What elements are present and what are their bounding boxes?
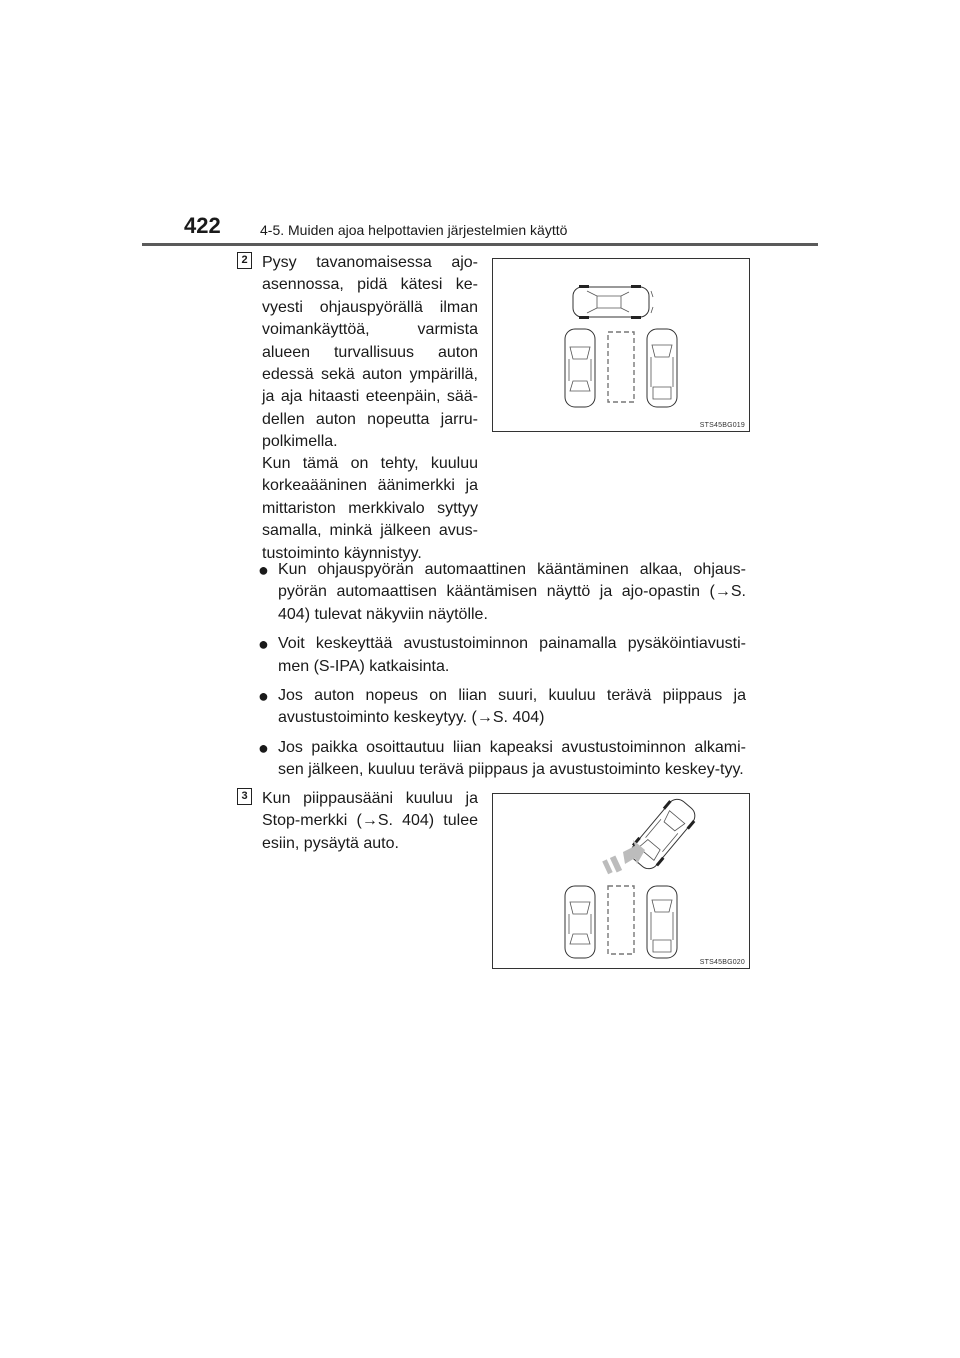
parking-figure-2	[492, 793, 750, 969]
car-top-view-icon	[565, 329, 595, 407]
list-item: ● Kun ohjauspyörän automaattinen kääntäminen alkaa, ohjaus-pyörän automaattisen kääntämisen näyttö ja ajo-opastin (→S. 404) tulevat näkyviin näytölle.	[258, 560, 746, 623]
bullet-list	[258, 559, 746, 789]
step-2-text-followup: Kun tämä on tehty, kuuluu korkeaääninen äänimerkki ja mittariston merkkivalo syttyy samalla, minkä jälkeen avus-tustoiminto käynnistyy.	[262, 455, 478, 562]
car-top-view-icon	[573, 285, 653, 319]
car-top-view-icon	[647, 886, 677, 958]
bullet-dot-icon: ●	[258, 686, 269, 707]
step-2-badge: 2	[237, 252, 252, 269]
parking-illustration-1	[493, 259, 749, 431]
step-3-badge: 3	[237, 788, 252, 805]
step-3-text: Kun piippausääni kuuluu ja Stop-merkki (→S. 404) tulee esiin, pysäytä auto.	[262, 790, 478, 852]
parking-slot	[608, 886, 634, 954]
list-item: ● Voit keskeyttää avustustoiminnon painamalla pysäköintiavusti-men (S-IPA) katkaisinta.	[258, 634, 746, 675]
parking-illustration-2	[493, 794, 749, 968]
bullet-dot-icon: ●	[258, 634, 269, 655]
bullet-dot-icon: ●	[258, 737, 269, 758]
parking-figure-1	[492, 258, 750, 432]
parking-slot	[608, 332, 634, 402]
car-top-view-icon	[647, 329, 677, 407]
section-title: 4-5. Muiden ajoa helpottavien järjestelmien käyttö	[260, 222, 568, 238]
page-number: 422	[184, 213, 221, 238]
step-2-text: Pysy tavanomaisessa ajo-asennossa, pidä kätesi ke-vyesti ohjauspyörällä ilman voimankäyttöä, varmista alueen turvallisuus auton edessä sekä auton ympärillä, ja aja hitaasti eteenpäin, sää-dellen auton nopeutta jarru-polkimella.	[262, 254, 478, 451]
header-divider	[142, 243, 818, 246]
motion-arrow-icon	[602, 840, 645, 874]
figure-code: STS45BG020	[699, 959, 745, 966]
list-item: ● Jos auton nopeus on liian suuri, kuuluu terävä piippaus ja avustustoiminto keskeytyy. (→S. 404)	[258, 686, 746, 727]
figure-code: STS45BG019	[699, 422, 745, 429]
car-top-view-icon	[565, 886, 595, 958]
bullet-dot-icon: ●	[258, 560, 269, 580]
list-item: ● Jos paikka osoittautuu liian kapeaksi avustustoiminnon alkami-sen jälkeen, kuuluu terävä piippaus ja avustustoiminto keskey-tyy.	[258, 737, 746, 779]
